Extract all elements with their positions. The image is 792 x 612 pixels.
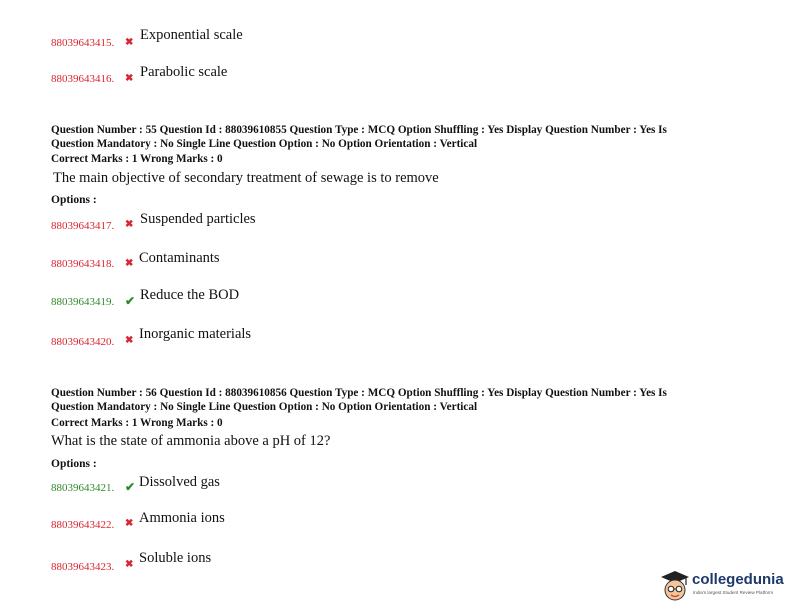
meta-line: Question Number : 55 Question Id : 88039610855 Question Type : MCQ Option Shuffling : Yes Display Question Number : Yes Is [51,124,667,136]
check-mark-icon: ✔ [125,480,136,494]
wrong-mark-icon: ✖ [125,335,134,346]
logo-tagline: India's largest Student Review Platform [693,590,774,595]
wrong-mark-icon: ✖ [125,219,134,230]
option-id: 88039643418. [51,258,115,270]
option-text: Reduce the BOD [140,287,240,303]
option-id: 88039643421. [51,482,115,494]
meta-line: Question Number : 56 Question Id : 88039610856 Question Type : MCQ Option Shuffling : Yes Display Question Number : Yes Is [51,387,667,399]
options-label: Options : [51,194,97,206]
marks-line: Correct Marks : 1 Wrong Marks : 0 [51,417,223,429]
option-text: Contaminants [139,250,220,266]
option-text: Inorganic materials [139,326,252,342]
option-id: 88039643415. [51,37,115,49]
collegedunia-logo [660,567,788,607]
meta-line: Question Mandatory : No Single Line Question Option : No Option Orientation : Vertical [51,400,478,413]
option-text: Dissolved gas [139,474,220,490]
option-text: Parabolic scale [140,64,228,80]
options-label: Options : [51,458,97,470]
wrong-mark-icon: ✖ [125,258,134,269]
option-id: 88039643416. [51,73,115,85]
option-text: Exponential scale [140,27,243,43]
question-meta [51,124,751,151]
option-id: 88039643420. [51,336,115,348]
option-id: 88039643417. [51,220,115,232]
option-id: 88039643419. [51,296,115,308]
meta-line: Question Mandatory : No Single Line Question Option : No Option Orientation : Vertical [51,137,478,150]
wrong-mark-icon: ✖ [125,37,134,48]
option-id: 88039643423. [51,561,115,573]
wrong-mark-icon: ✖ [125,559,134,570]
option-id: 88039643422. [51,519,115,531]
option-text: Suspended particles [140,211,256,227]
question-meta [51,387,751,414]
marks-line: Correct Marks : 1 Wrong Marks : 0 [51,153,223,165]
option-text: Ammonia ions [139,510,225,526]
wrong-mark-icon: ✖ [125,518,134,529]
question-text: The main objective of secondary treatment of sewage is to remove [53,170,439,186]
logo-name: collegedunia [692,571,784,588]
wrong-mark-icon: ✖ [125,73,134,84]
graduate-face-icon [660,569,690,603]
option-text: Soluble ions [139,550,212,566]
question-text: What is the state of ammonia above a pH of 12? [51,433,331,449]
check-mark-icon: ✔ [125,294,136,308]
